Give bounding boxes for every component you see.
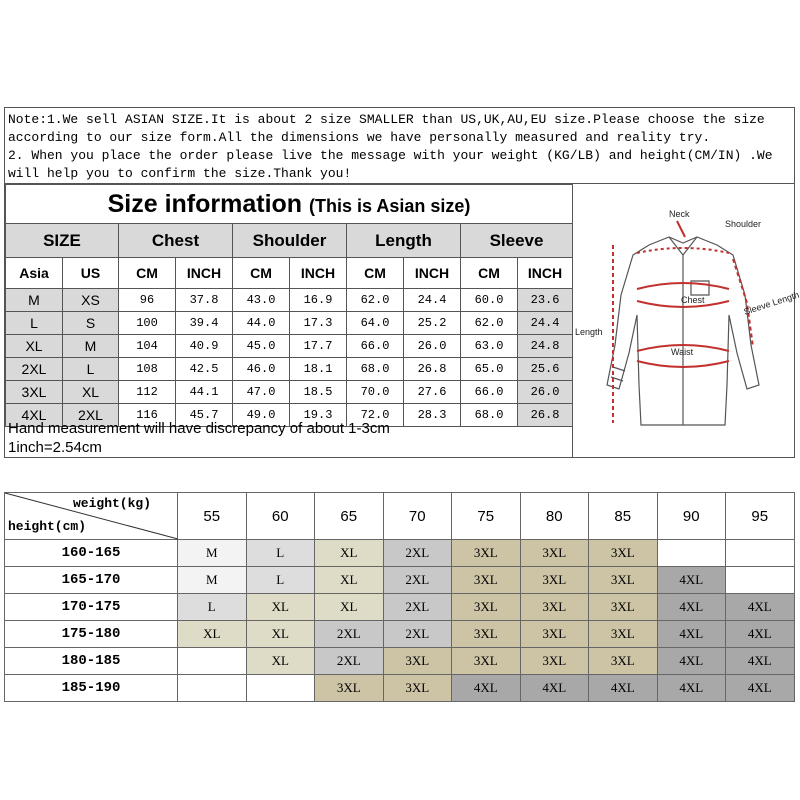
measurement-cell: 37.8 — [176, 289, 233, 312]
size-information-table — [5, 184, 573, 427]
measurement-cell: 64.0 — [347, 312, 404, 335]
measurement-cell: 65.0 — [461, 358, 518, 381]
recommended-size-cell: 4XL — [726, 621, 795, 648]
recommended-size-cell: 2XL — [315, 621, 384, 648]
height-row — [5, 567, 795, 594]
group-header-chest: Chest — [119, 224, 233, 258]
measurement-cell: 108 — [119, 358, 176, 381]
height-row-header: 180-185 — [5, 648, 178, 675]
recommended-size-cell: 4XL — [657, 648, 726, 675]
measurement-cell: 43.0 — [233, 289, 290, 312]
recommended-size-cell: 3XL — [452, 567, 521, 594]
size-table-title — [6, 185, 573, 224]
measurement-cell: 24.4 — [518, 312, 573, 335]
recommended-size-cell: 2XL — [383, 540, 452, 567]
subtitle-text: (This is Asian size) — [309, 195, 471, 216]
height-row-header: 185-190 — [5, 675, 178, 702]
measurement-cell: 26.8 — [404, 358, 461, 381]
size-row — [6, 381, 573, 404]
measurement-cell: 62.0 — [347, 289, 404, 312]
weight-header-row — [5, 493, 795, 540]
recommended-size-cell: 3XL — [452, 540, 521, 567]
column-subheader: Asia — [6, 258, 63, 289]
recommended-size-cell: XL — [315, 594, 384, 621]
recommended-size-cell: 3XL — [383, 648, 452, 675]
size-row — [6, 358, 573, 381]
weight-column-header: 80 — [520, 493, 589, 540]
size-label-cell: XS — [63, 289, 119, 312]
recommended-size-cell — [726, 540, 795, 567]
measurement-cell: 46.0 — [233, 358, 290, 381]
size-info-panel — [4, 107, 800, 458]
note-line: Note:1.We sell ASIAN SIZE.It is about 2 size SMALLER than US,UK,AU,EU size.Please choose the size — [8, 112, 765, 127]
measurement-cell: 25.2 — [404, 312, 461, 335]
measurement-cell: 26.0 — [404, 335, 461, 358]
height-row-header: 160-165 — [5, 540, 178, 567]
recommended-size-cell: M — [178, 540, 247, 567]
title-text: Size information — [107, 189, 303, 218]
weight-column-header: 70 — [383, 493, 452, 540]
weight-column-header: 85 — [589, 493, 658, 540]
weight-axis-label: weight(kg) — [73, 496, 152, 511]
size-label-cell: M — [6, 289, 63, 312]
recommended-size-cell: 4XL — [452, 675, 521, 702]
size-label-cell: M — [63, 335, 119, 358]
shoulder-label: Shoulder — [725, 219, 762, 229]
height-row-header: 175-180 — [5, 621, 178, 648]
measurement-cell: 49.0 — [233, 404, 290, 427]
measurement-cell: 26.0 — [518, 381, 573, 404]
recommended-size-cell: 4XL — [726, 594, 795, 621]
group-header-shoulder: Shoulder — [233, 224, 347, 258]
measurement-cell: 63.0 — [461, 335, 518, 358]
column-subheader: CM — [461, 258, 518, 289]
recommended-size-cell: 3XL — [452, 594, 521, 621]
measurement-cell: 60.0 — [461, 289, 518, 312]
measurement-cell: 66.0 — [347, 335, 404, 358]
measurement-cell: 26.8 — [518, 404, 573, 427]
recommended-size-cell: 3XL — [589, 621, 658, 648]
recommended-size-cell: 4XL — [657, 621, 726, 648]
recommended-size-cell: 3XL — [589, 567, 658, 594]
note-line: will help you to confirm the size.Thank you! — [8, 166, 352, 181]
recommended-size-cell: 4XL — [726, 648, 795, 675]
recommended-size-cell: 2XL — [383, 621, 452, 648]
measurement-cell: 18.1 — [290, 358, 347, 381]
recommended-size-cell: XL — [178, 621, 247, 648]
measurement-cell: 62.0 — [461, 312, 518, 335]
recommended-size-cell: M — [178, 567, 247, 594]
height-row — [5, 675, 795, 702]
recommended-size-cell: 2XL — [383, 594, 452, 621]
size-label-cell: 2XL — [63, 404, 119, 427]
chest-label: Chest — [681, 295, 705, 305]
height-row — [5, 540, 795, 567]
measurement-cell: 116 — [119, 404, 176, 427]
note-text — [5, 108, 794, 184]
recommended-size-cell: XL — [315, 540, 384, 567]
corner-cell — [5, 493, 178, 540]
column-subheader: INCH — [518, 258, 573, 289]
note-line: 2. When you place the order please live the message with your weight (KG/LB) and height(CM/IN) .We — [8, 148, 773, 163]
measurement-cell: 45.7 — [176, 404, 233, 427]
measurement-cell: 68.0 — [347, 358, 404, 381]
height-axis-label: height(cm) — [8, 519, 87, 534]
measurement-cell: 104 — [119, 335, 176, 358]
note-line: according to our size form.All the dimensions we have personally measured and reality try. — [8, 130, 711, 145]
height-row — [5, 594, 795, 621]
recommended-size-cell: 4XL — [657, 675, 726, 702]
recommended-size-cell: 3XL — [520, 540, 589, 567]
height-row — [5, 648, 795, 675]
recommended-size-cell: L — [246, 567, 315, 594]
column-subheader: CM — [347, 258, 404, 289]
measurement-cell: 16.9 — [290, 289, 347, 312]
size-label-cell: XL — [6, 335, 63, 358]
size-label-cell: XL — [63, 381, 119, 404]
recommended-size-cell: 3XL — [520, 648, 589, 675]
recommended-size-cell: 3XL — [315, 675, 384, 702]
shirt-diagram-svg — [573, 185, 800, 457]
measurement-cell: 24.8 — [518, 335, 573, 358]
recommended-size-cell: XL — [246, 621, 315, 648]
recommended-size-cell: 4XL — [726, 675, 795, 702]
size-label-cell: 4XL — [6, 404, 63, 427]
recommended-size-cell: 4XL — [520, 675, 589, 702]
column-subheader: CM — [119, 258, 176, 289]
waist-label: Waist — [671, 347, 694, 357]
measurement-cell: 18.5 — [290, 381, 347, 404]
recommended-size-cell: 2XL — [315, 648, 384, 675]
subheader-row — [6, 258, 573, 289]
recommended-size-cell: 2XL — [383, 567, 452, 594]
height-row — [5, 621, 795, 648]
measurement-cell: 44.1 — [176, 381, 233, 404]
neck-label: Neck — [669, 209, 690, 219]
length-label: Length — [575, 327, 603, 337]
measurement-cell: 19.3 — [290, 404, 347, 427]
footnote — [5, 419, 572, 458]
group-header-sleeve: Sleeve — [461, 224, 573, 258]
column-subheader: INCH — [290, 258, 347, 289]
shirt-measurement-diagram — [573, 185, 800, 457]
weight-column-header: 60 — [246, 493, 315, 540]
measurement-cell: 40.9 — [176, 335, 233, 358]
measurement-cell: 100 — [119, 312, 176, 335]
recommended-size-cell: 3XL — [452, 621, 521, 648]
weight-height-size-table — [4, 492, 795, 702]
measurement-cell: 112 — [119, 381, 176, 404]
size-label-cell: 3XL — [6, 381, 63, 404]
size-label-cell: L — [63, 358, 119, 381]
column-subheader: US — [63, 258, 119, 289]
size-rows — [6, 289, 573, 427]
recommended-size-cell: 3XL — [589, 648, 658, 675]
recommended-size-cell: 3XL — [452, 648, 521, 675]
measurement-cell: 47.0 — [233, 381, 290, 404]
column-subheader: INCH — [176, 258, 233, 289]
footnote-discrepancy: Hand measurement will have discrepancy of about 1-3cm — [8, 420, 390, 437]
size-row — [6, 289, 573, 312]
measurement-cell: 25.6 — [518, 358, 573, 381]
measurement-cell: 17.7 — [290, 335, 347, 358]
recommended-size-cell: 4XL — [657, 567, 726, 594]
measurement-cell: 70.0 — [347, 381, 404, 404]
recommended-size-cell: 4XL — [589, 675, 658, 702]
column-subheader: INCH — [404, 258, 461, 289]
measurement-cell: 45.0 — [233, 335, 290, 358]
recommended-size-cell — [657, 540, 726, 567]
measurement-cell: 28.3 — [404, 404, 461, 427]
recommended-size-cell: 3XL — [520, 594, 589, 621]
footnote-conversion: 1inch=2.54cm — [8, 439, 102, 456]
size-row — [6, 335, 573, 358]
weight-column-header: 55 — [178, 493, 247, 540]
measurement-cell: 27.6 — [404, 381, 461, 404]
measurement-cell: 24.4 — [404, 289, 461, 312]
sleeve-label: Sleeve Length — [742, 289, 800, 317]
recommended-size-cell: XL — [246, 594, 315, 621]
size-label-cell: S — [63, 312, 119, 335]
weight-column-header: 75 — [452, 493, 521, 540]
recommended-size-cell: 3XL — [383, 675, 452, 702]
shirt-outline — [607, 237, 759, 425]
group-header-length: Length — [347, 224, 461, 258]
recommended-size-cell — [178, 648, 247, 675]
recommended-size-cell: 3XL — [589, 540, 658, 567]
measurement-cell: 23.6 — [518, 289, 573, 312]
group-header-size: SIZE — [6, 224, 119, 258]
recommended-size-cell: 3XL — [589, 594, 658, 621]
recommended-size-cell — [246, 675, 315, 702]
measurement-cell: 96 — [119, 289, 176, 312]
measurement-cell: 17.3 — [290, 312, 347, 335]
measurement-cell: 66.0 — [461, 381, 518, 404]
weight-column-header: 95 — [726, 493, 795, 540]
measurement-cell: 68.0 — [461, 404, 518, 427]
height-row-header: 170-175 — [5, 594, 178, 621]
recommended-size-cell: L — [178, 594, 247, 621]
weight-column-header: 65 — [315, 493, 384, 540]
weight-column-header: 90 — [657, 493, 726, 540]
recommended-size-cell — [178, 675, 247, 702]
recommended-size-cell: 3XL — [520, 567, 589, 594]
column-subheader: CM — [233, 258, 290, 289]
size-label-cell: L — [6, 312, 63, 335]
size-row — [6, 312, 573, 335]
height-row-header: 165-170 — [5, 567, 178, 594]
recommended-size-cell: L — [246, 540, 315, 567]
recommended-size-cell: 3XL — [520, 621, 589, 648]
recommended-size-cell: XL — [315, 567, 384, 594]
measurement-cell: 39.4 — [176, 312, 233, 335]
recommended-size-cell — [726, 567, 795, 594]
measurement-cell: 44.0 — [233, 312, 290, 335]
recommended-size-cell: 4XL — [657, 594, 726, 621]
measurement-cell: 72.0 — [347, 404, 404, 427]
measurement-cell: 42.5 — [176, 358, 233, 381]
recommended-size-cell: XL — [246, 648, 315, 675]
size-label-cell: 2XL — [6, 358, 63, 381]
